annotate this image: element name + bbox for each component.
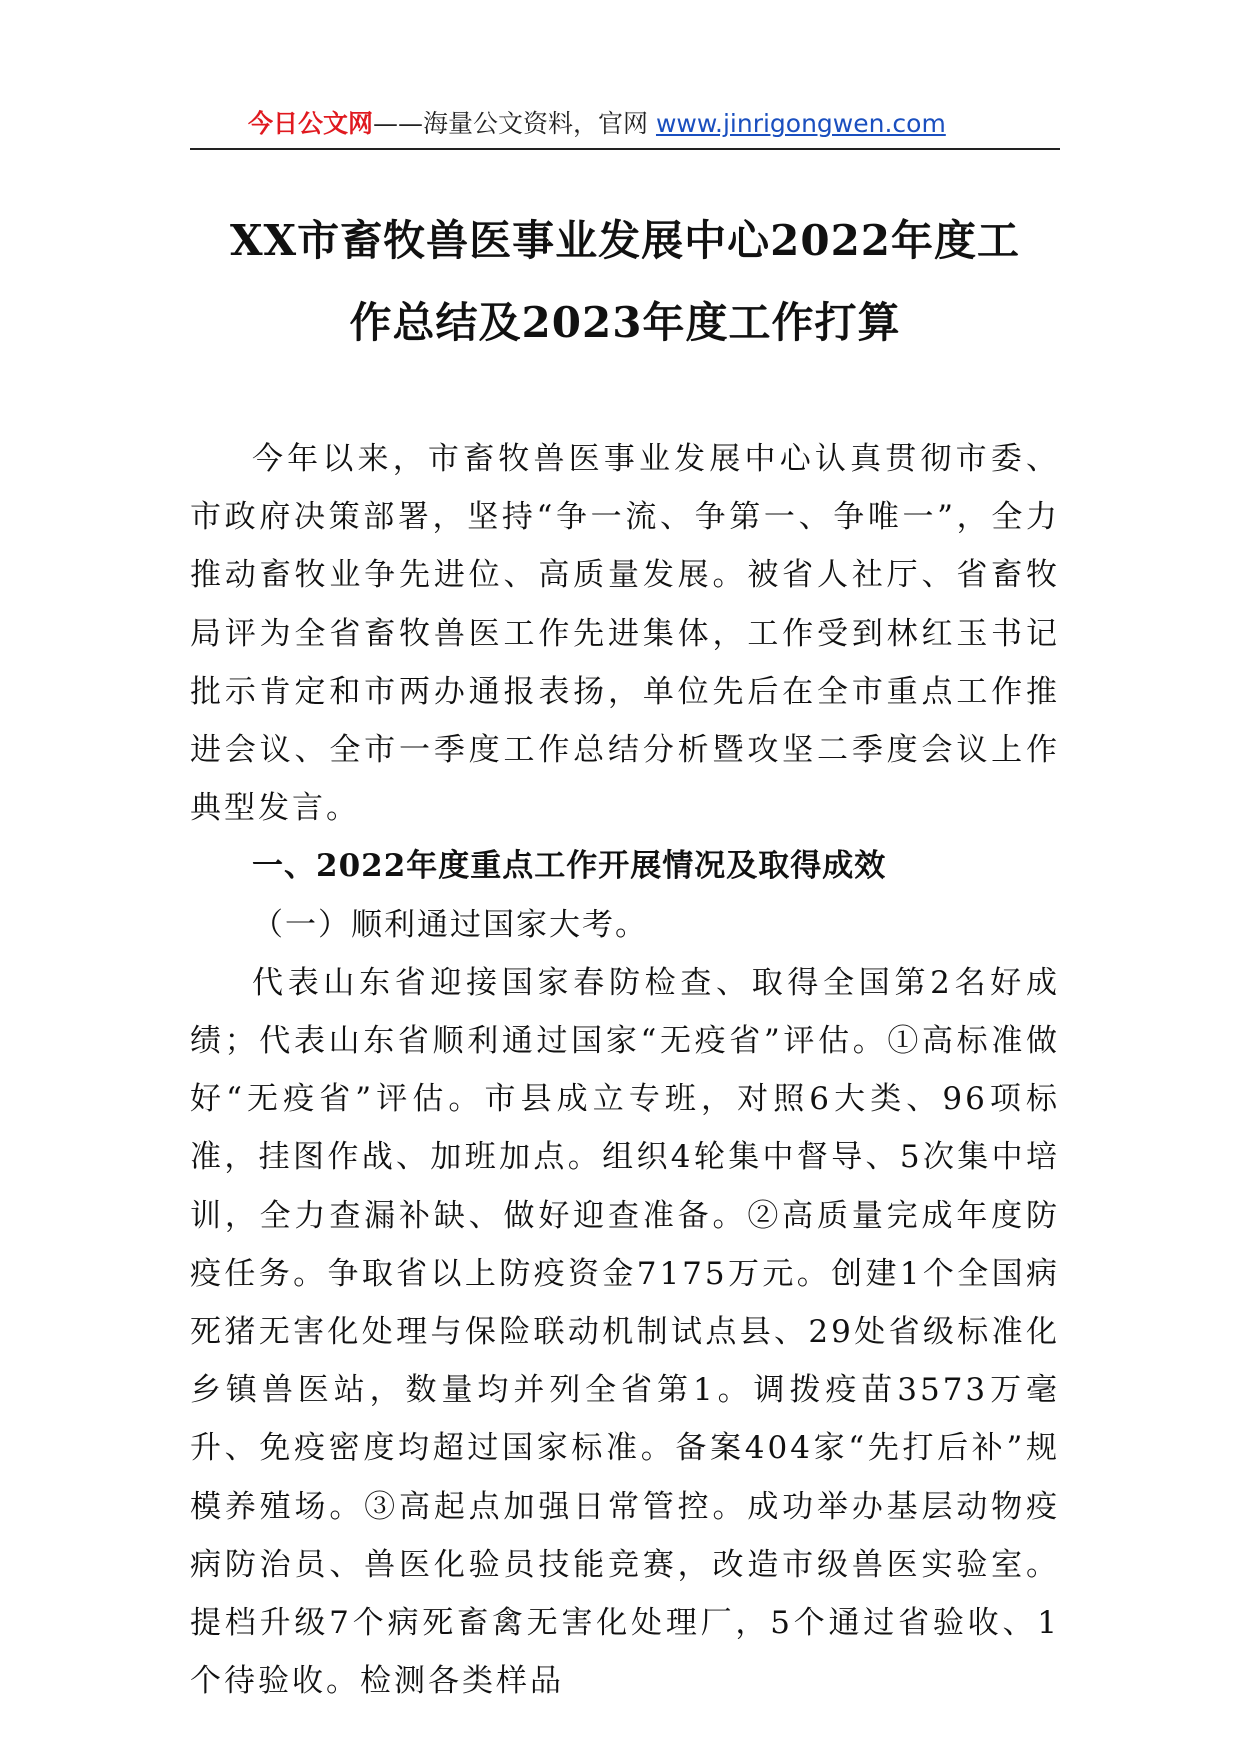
title-line-1: XX市畜牧兽医事业发展中心2022年度工	[229, 216, 1021, 265]
site-header	[190, 100, 1060, 150]
document-body	[190, 430, 1060, 1710]
title-line-2: 作总结及2023年度工作打算	[349, 298, 901, 347]
document-title	[190, 200, 1060, 364]
subsection-1-paragraph: 代表山东省迎接国家春防检查、取得全国第2名好成绩；代表山东省顺利通过国家“无疫省”评估。①高标准做好“无疫省”评估。市县成立专班，对照6大类、96项标准，挂图作战、加班加点。组织4轮集中督导、5次集中培训，全力查漏补缺、做好迎查准备。②高质量完成年度防疫任务。争取省以上防疫资金7175万元。创建1个全国病死猪无害化处理与保险联动机制试点县、29处省级标准化乡镇兽医站，数量均并列全省第1。调拨疫苗3573万毫升、免疫密度均超过国家标准。备案404家“先打后补”规模养殖场。③高起点加强日常管控。成功举办基层动物疫病防治员、兽医化验员技能竞赛，改造市级兽医实验室。提档升级7个病死畜禽无害化处理厂，5个通过省验收、1个待验收。检测各类样品	[190, 964, 1060, 1700]
site-brand[interactable]: 今日公文网	[248, 109, 374, 138]
site-url-link[interactable]: www.jinrigongwen.com	[655, 109, 946, 138]
section-1-heading: 一、2022年度重点工作开展情况及取得成效	[252, 848, 887, 885]
subsection-1-heading: （一）顺利通过国家大考。	[252, 906, 648, 943]
intro-paragraph: 今年以来，市畜牧兽医事业发展中心认真贯彻市委、市政府决策部署，坚持“争一流、争第一、争唯一”，全力推动畜牧业争先进位、高质量发展。被省人社厅、省畜牧局评为全省畜牧兽医工作先进集体，工作受到林红玉书记批示肯定和市两办通报表扬，单位先后在全市重点工作推进会议、全市一季度工作总结分析暨攻坚二季度会议上作典型发言。	[190, 441, 1060, 827]
site-tagline: ——海量公文资料，官网	[373, 109, 656, 138]
